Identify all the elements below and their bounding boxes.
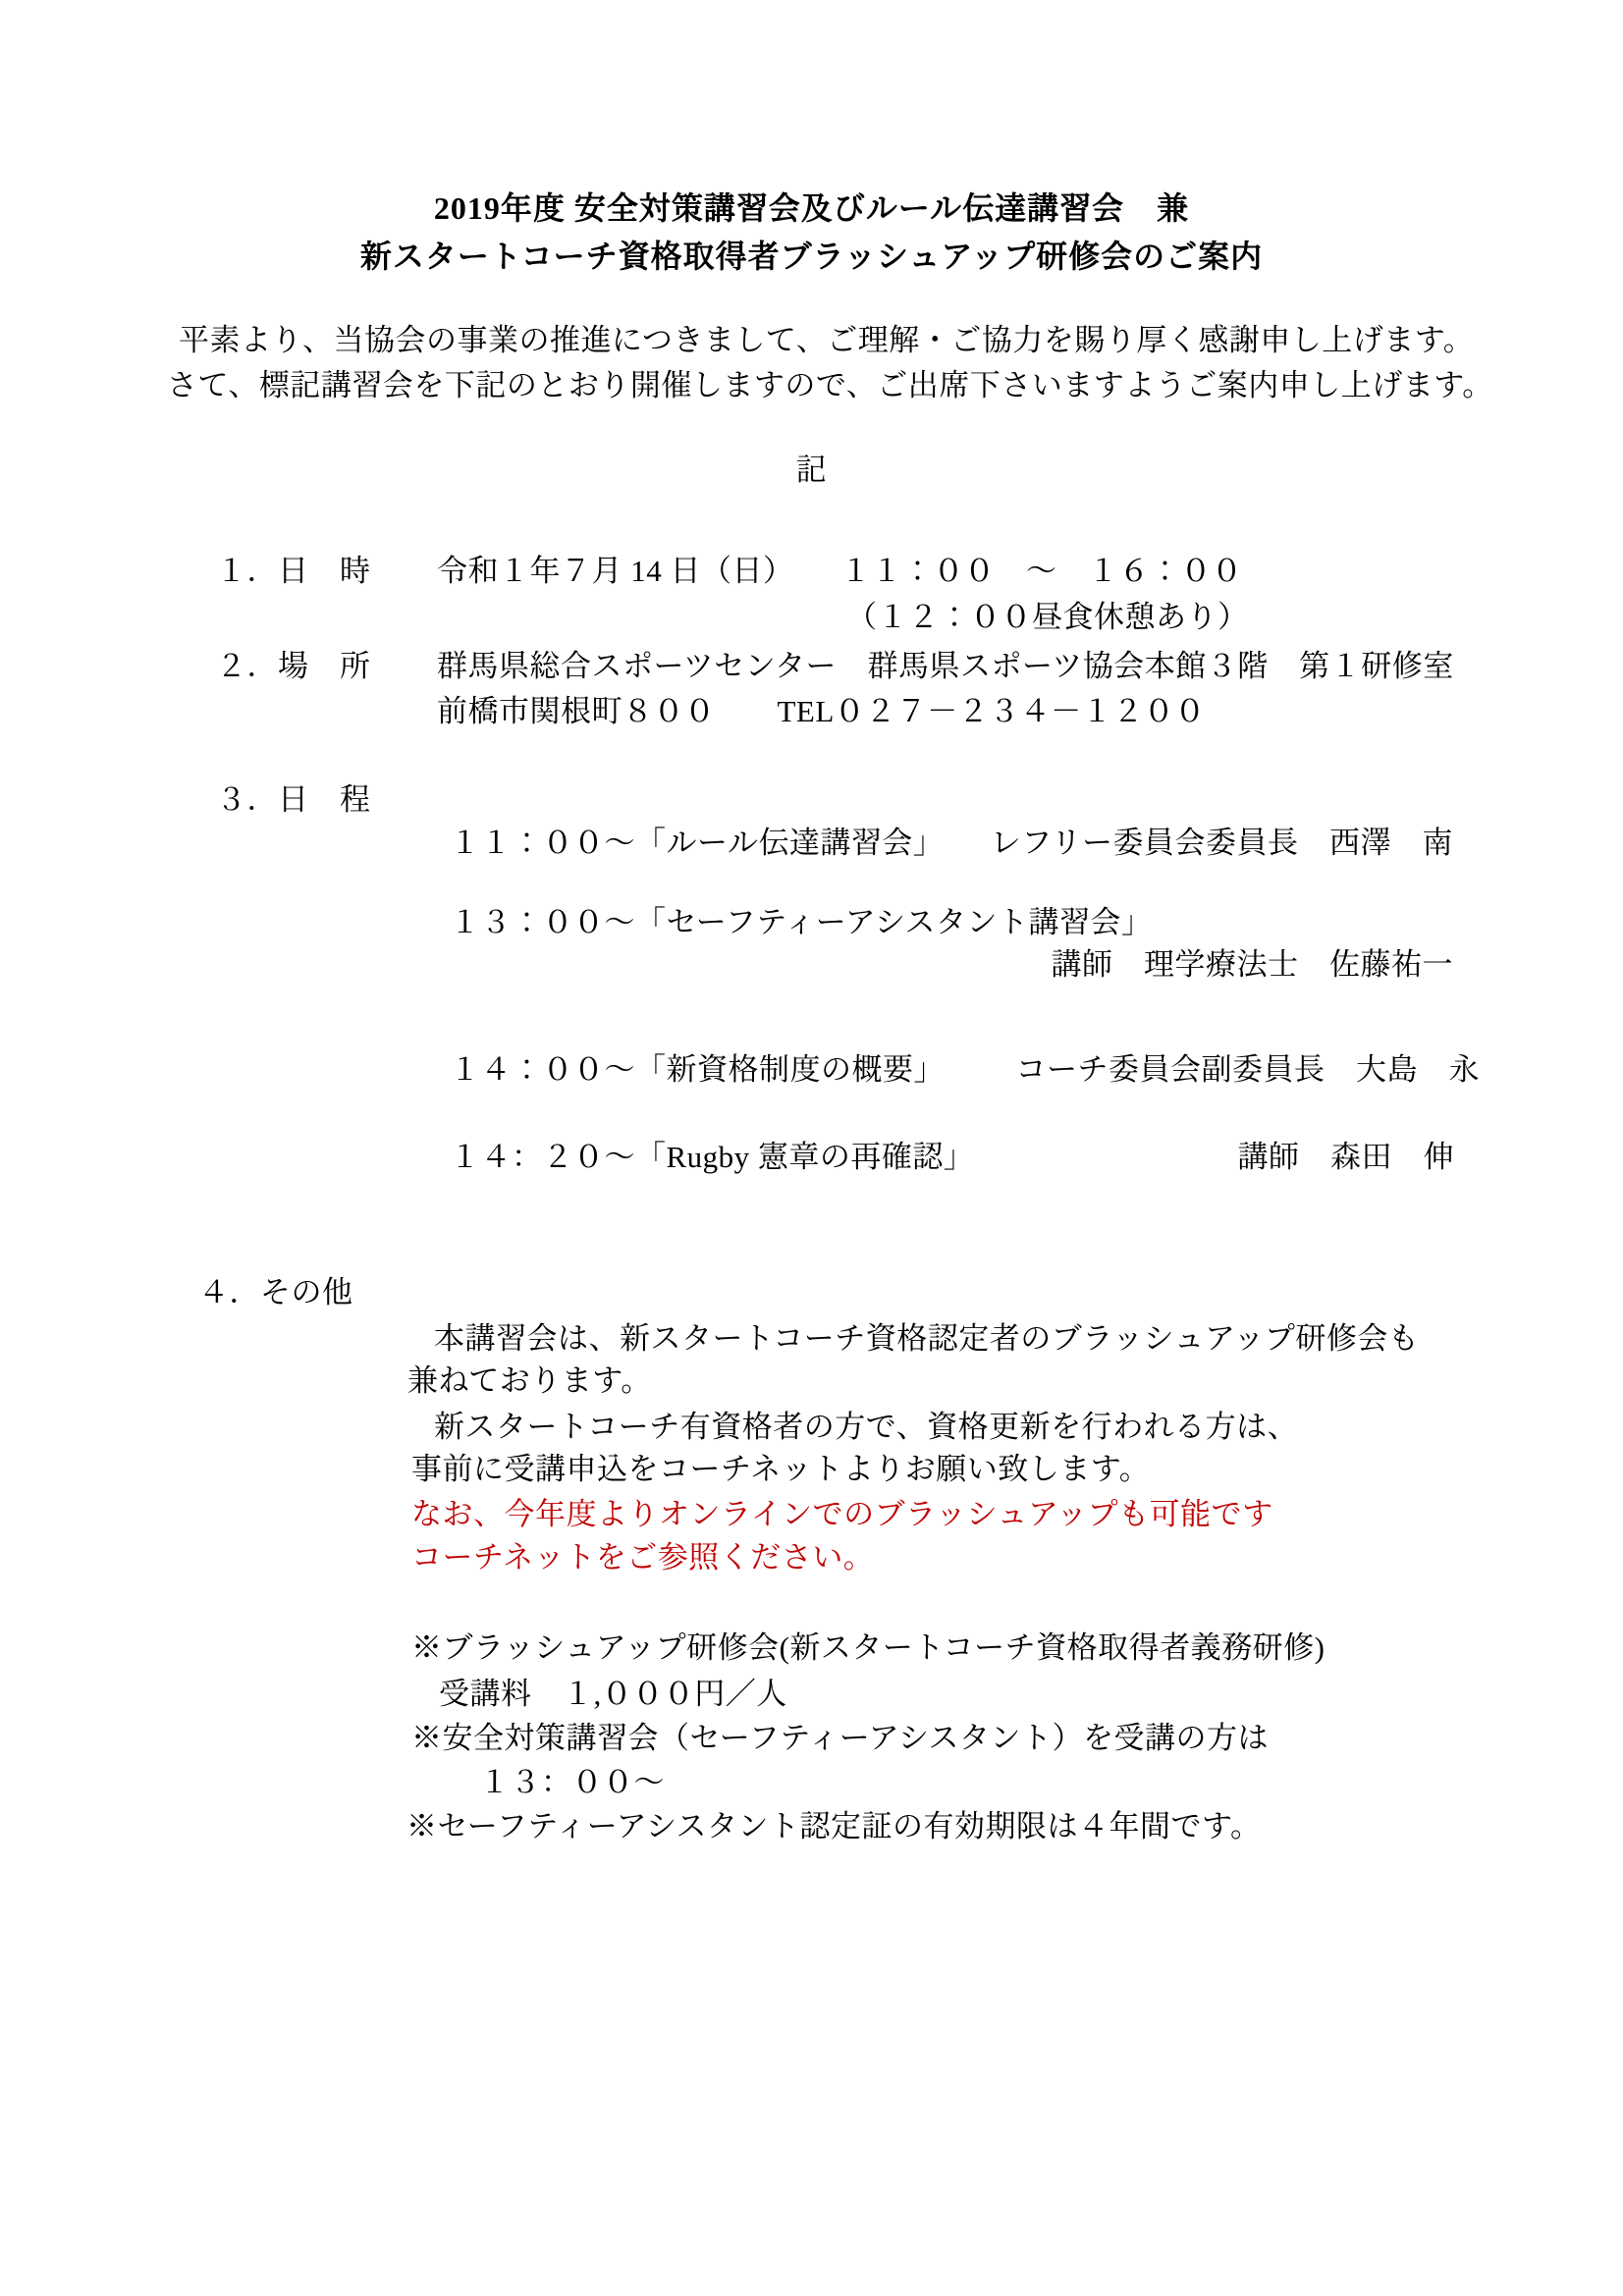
schedule-entry-3-title: 「新資格制度の概要」 bbox=[635, 1052, 945, 1087]
place-address: 前橋市関根町８００ TEL０２７－２３４－１２００ bbox=[437, 694, 1206, 728]
greeting-line-2: さて、標記講習会を下記のとおり開催しますので、ご出席下さいますようご案内申し上げます。 bbox=[167, 368, 1493, 402]
remark-line-3: ※安全対策講習会（セーフティーアシスタント）を受講の方は bbox=[411, 1721, 1270, 1755]
schedule-entry-3-time: １４：００～ bbox=[450, 1052, 635, 1087]
other-label: ４．その他 bbox=[198, 1275, 353, 1309]
schedule-entry-4-time: １４：２０～ bbox=[450, 1140, 635, 1174]
schedule-entry-1-speaker: レフリー委員会委員長 西澤 南 bbox=[990, 826, 1453, 860]
highlight-line-2: コーチネットをご参照ください。 bbox=[411, 1540, 875, 1575]
schedule-entry-4-title: 「Rugby 憲章の再確認」 bbox=[635, 1140, 975, 1174]
remark-line-5: ※セーフティーアシスタント認定証の有効期限は４年間です。 bbox=[406, 1809, 1262, 1843]
schedule-label: ３．日 程 bbox=[216, 782, 371, 817]
highlight-line-1: なお、今年度よりオンラインでのブラッシュアップも可能です bbox=[411, 1497, 1273, 1531]
datetime-label: １．日 時 bbox=[216, 554, 371, 588]
other-body-line-2: 兼ねております。 bbox=[407, 1363, 652, 1398]
schedule-entry-2 bbox=[450, 904, 1153, 940]
schedule-entry-3-speaker: コーチ委員会副委員長 大島 永 bbox=[1015, 1052, 1480, 1087]
schedule-entry-1-title: 「ルール伝達講習会」 bbox=[635, 826, 945, 860]
place-value: 群馬県総合スポーツセンター 群馬県スポーツ協会本館３階 第１研修室 bbox=[437, 649, 1454, 683]
schedule-entry-2-title: 「セーフティーアシスタント講習会」 bbox=[635, 905, 1153, 939]
datetime-note: （１２：００昼食休憩あり） bbox=[846, 600, 1249, 634]
remark-line-4: １３：００～ bbox=[479, 1765, 665, 1799]
schedule-entry-2-time: １３：００～ bbox=[450, 905, 635, 939]
other-body-line-3: 新スタートコーチ有資格者の方で、資格更新を行われる方は、 bbox=[434, 1410, 1299, 1444]
other-body-line-4: 事前に受講申込をコーチネットよりお願い致します。 bbox=[411, 1452, 1151, 1486]
schedule-entry-4-speaker: 講師 森田 伸 bbox=[1237, 1140, 1454, 1174]
schedule-entry-2-speaker: 講師 理学療法士 佐藤祐一 bbox=[1051, 947, 1453, 982]
place-label: ２．場 所 bbox=[216, 649, 371, 683]
greeting-line-1: 平素より、当協会の事業の推進につきまして、ご理解・ご協力を賜り厚く感謝申し上げます。 bbox=[179, 323, 1475, 357]
schedule-entry-1-time: １１：００～ bbox=[450, 826, 635, 860]
document-title-line-2: 新スタートコーチ資格取得者ブラッシュアップ研修会のご案内 bbox=[359, 239, 1264, 274]
document-title-line-1: 2019年度 安全対策講習会及びルール伝達講習会 兼 bbox=[433, 190, 1190, 226]
record-marker: 記 bbox=[795, 453, 828, 487]
schedule-entry-1 bbox=[450, 825, 944, 861]
datetime-value: 令和１年７月 14 日（日） １１：００ ～ １６：００ bbox=[437, 554, 1243, 588]
schedule-entry-4 bbox=[450, 1139, 974, 1175]
remark-line-1: ※ブラッシュアップ研修会(新スタートコーチ資格取得者義務研修) bbox=[411, 1630, 1325, 1665]
remark-line-2: 受講料 １,０００円／人 bbox=[439, 1677, 787, 1711]
other-body-line-1: 本講習会は、新スタートコーチ資格認定者のブラッシュアップ研修会も bbox=[434, 1321, 1420, 1356]
schedule-entry-3 bbox=[450, 1051, 945, 1088]
